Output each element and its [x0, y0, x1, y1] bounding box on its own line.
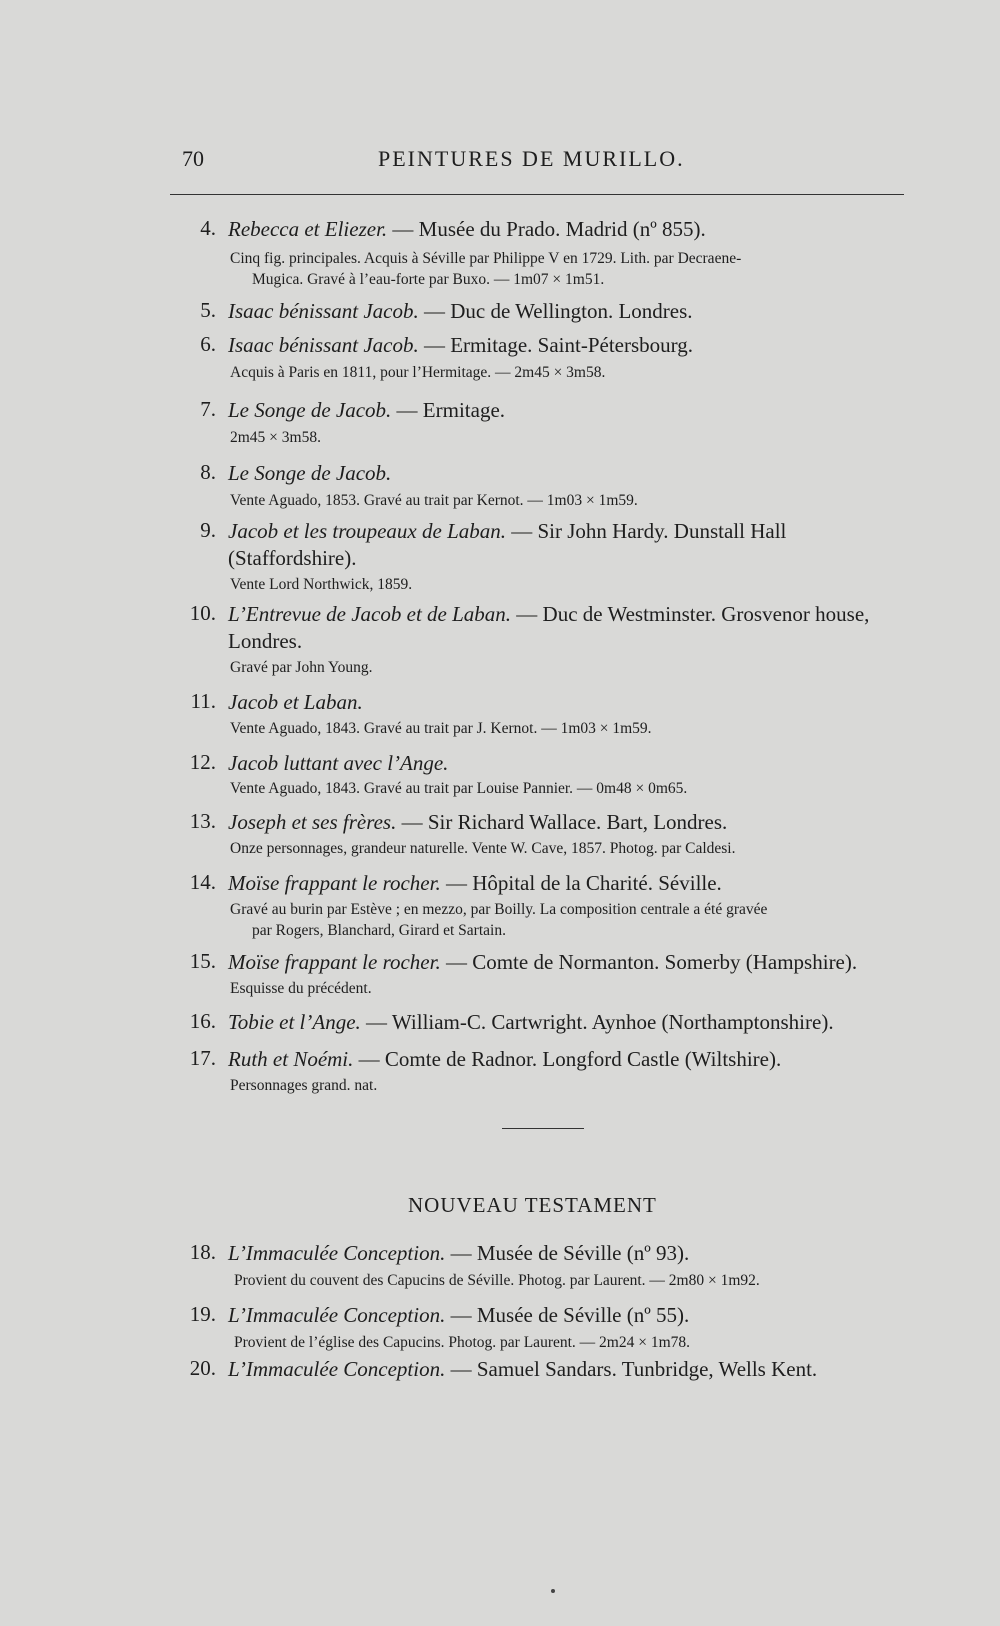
section-heading: NOUVEAU TESTAMENT	[408, 1193, 657, 1217]
entry-number: 19.	[189, 1302, 216, 1326]
entry-location: — Comte de Normanton. Somerby (Hampshire).	[440, 950, 858, 974]
entry-title: L’Immaculée Conception.	[228, 1303, 446, 1327]
entry-location: — Comte de Radnor. Longford Castle (Wiltshire).	[353, 1047, 782, 1071]
entry-number: 7.	[200, 397, 216, 421]
entry-location: — Sir John Hardy. Dunstall Hall (Staffordshire).	[228, 519, 787, 570]
entry-note: Vente Aguado, 1853. Gravé au trait par Kernot. — 1m03 × 1m59.	[230, 492, 638, 509]
running-title: PEINTURES DE MURILLO.	[378, 146, 685, 171]
entry-number: 13.	[189, 809, 216, 833]
entry-title: Ruth et Noémi.	[228, 1047, 354, 1071]
running-head	[182, 146, 904, 178]
entry-title: Tobie et l’Ange.	[228, 1010, 361, 1034]
header-rule	[170, 194, 904, 195]
entry-number: 16.	[189, 1009, 216, 1033]
entry-title: L’Immaculée Conception.	[228, 1357, 446, 1381]
entry-number: 4.	[200, 216, 216, 240]
entry-note: Mugica. Gravé à l’eau-forte par Buxo. — 1m07 × 1m51.	[252, 271, 605, 288]
entry-note: Provient du couvent des Capucins de Séville. Photog. par Laurent. — 2m80 × 1m92.	[234, 1272, 760, 1289]
entry-title: Isaac bénissant Jacob.	[228, 333, 419, 357]
entry-note: 2m45 × 3m58.	[230, 429, 321, 446]
entry-note: Acquis à Paris en 1811, pour l’Hermitage. — 2m45 × 3m58.	[230, 364, 606, 381]
entry-location: — Ermitage. Saint-Pétersbourg.	[418, 333, 694, 357]
entry-title: Jacob luttant avec l’Ange.	[228, 751, 449, 775]
entry-title: Rebecca et Eliezer.	[228, 217, 388, 241]
section-divider	[502, 1128, 584, 1129]
entry-number: 6.	[200, 332, 216, 356]
entry-number: 9.	[200, 518, 216, 542]
entry-location: — Musée du Prado. Madrid (nº 855).	[387, 217, 706, 241]
entry-number: 14.	[189, 870, 216, 894]
entry-title: Joseph et ses frères.	[228, 810, 397, 834]
entry-title: Le Songe de Jacob.	[228, 461, 392, 485]
entry-note: Onze personnages, grandeur naturelle. Vente W. Cave, 1857. Photog. par Caldesi.	[230, 840, 736, 857]
entry-note: Gravé au burin par Estève ; en mezzo, par Boilly. La composition centrale a été gravée	[230, 901, 768, 918]
entry-title: Moïse frappant le rocher.	[228, 950, 441, 974]
entry-number: 15.	[189, 949, 216, 973]
entry-location: — Duc de Westminster. Grosvenor house, Londres.	[228, 602, 870, 653]
entry-note: Esquisse du précédent.	[230, 980, 372, 997]
entry-number: 12.	[189, 750, 216, 774]
entry-location: — William-C. Cartwright. Aynhoe (Northamptonshire).	[360, 1010, 834, 1034]
entry-note: Gravé par John Young.	[230, 659, 373, 676]
entry-note: par Rogers, Blanchard, Girard et Sartain.	[252, 922, 506, 939]
entry-note: Vente Lord Northwick, 1859.	[230, 576, 413, 593]
entry-number: 18.	[189, 1240, 216, 1264]
entry-number: 11.	[190, 689, 216, 713]
entry-title: Jacob et Laban.	[228, 690, 363, 714]
entry-location: — Musée de Séville (nº 93).	[445, 1241, 690, 1265]
entry-number: 10.	[189, 601, 216, 625]
entry-location: — Samuel Sandars. Tunbridge, Wells Kent.	[445, 1357, 818, 1381]
entry-title: Moïse frappant le rocher.	[228, 871, 441, 895]
entry-note: Vente Aguado, 1843. Gravé au trait par J. Kernot. — 1m03 × 1m59.	[230, 720, 652, 737]
entry-note: Provient de l’église des Capucins. Photog. par Laurent. — 2m24 × 1m78.	[234, 1334, 691, 1351]
entry-title: Isaac bénissant Jacob.	[228, 299, 419, 323]
entry-location: — Ermitage.	[391, 398, 506, 422]
entry-number: 17.	[189, 1046, 216, 1070]
entry-number: 20.	[189, 1356, 216, 1380]
entry-location: — Musée de Séville (nº 55).	[445, 1303, 690, 1327]
entry-location: — Duc de Wellington. Londres.	[418, 299, 693, 323]
entry-note: Personnages grand. nat.	[230, 1077, 378, 1094]
entry-location: — Hôpital de la Charité. Séville.	[440, 871, 722, 895]
entry-note: Vente Aguado, 1843. Gravé au trait par Louise Pannier. — 0m48 × 0m65.	[230, 780, 688, 797]
entry-title: L’Immaculée Conception.	[228, 1241, 446, 1265]
entry-title: Le Songe de Jacob.	[228, 398, 392, 422]
entry-location: — Sir Richard Wallace. Bart, Londres.	[396, 810, 728, 834]
entry-number: 5.	[200, 298, 216, 322]
entry-title: L’Entrevue de Jacob et de Laban.	[228, 602, 512, 626]
ink-speck	[551, 1589, 555, 1593]
entry-note: Cinq fig. principales. Acquis à Séville par Philippe V en 1729. Lith. par Decraene-	[230, 250, 742, 267]
page-number: 70	[182, 146, 204, 171]
entry-number: 8.	[200, 460, 216, 484]
entry-title: Jacob et les troupeaux de Laban.	[228, 519, 506, 543]
